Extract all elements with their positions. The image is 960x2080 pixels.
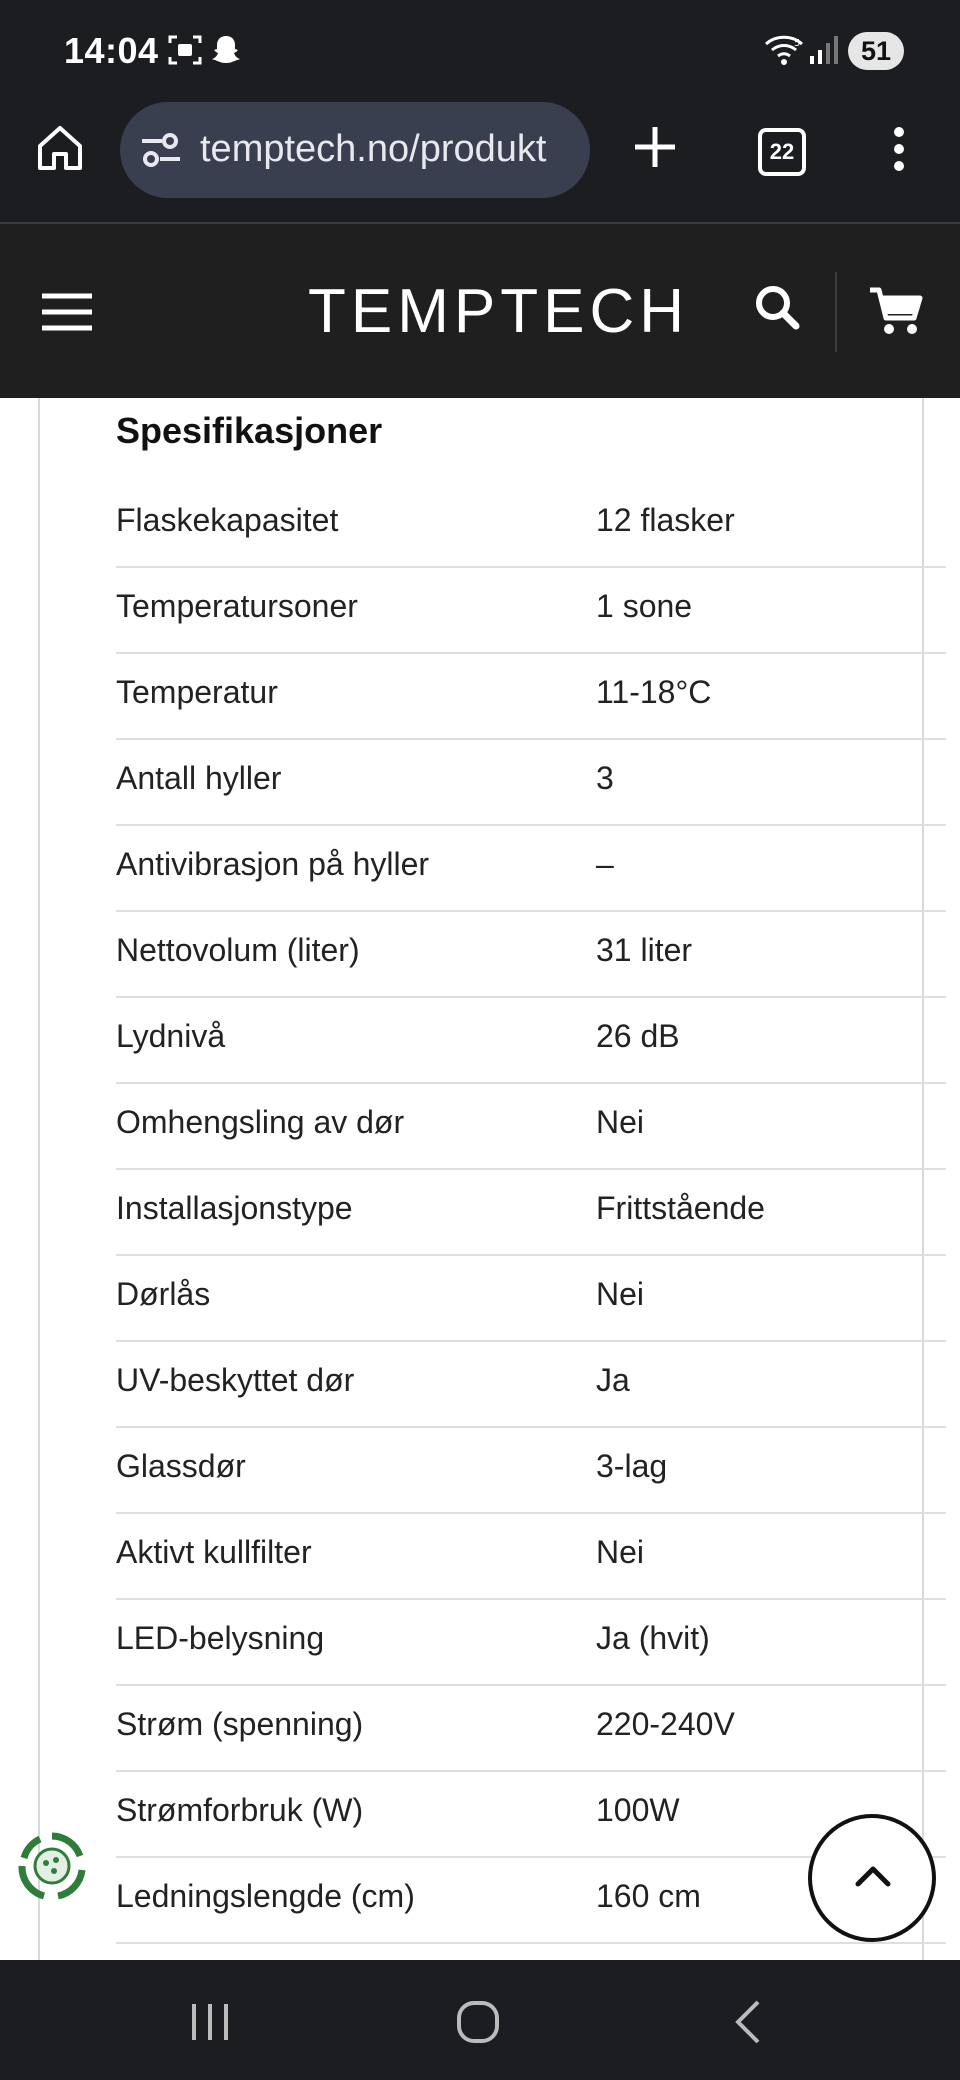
battery-indicator: 51 <box>848 32 904 70</box>
spec-label: Installasjonstype <box>116 1190 353 1226</box>
wifi-icon <box>764 34 804 71</box>
status-bar <box>0 0 960 96</box>
spec-label: Glassdør <box>116 1448 246 1484</box>
spec-label: LED-belysning <box>116 1620 325 1656</box>
recent-apps-icon[interactable] <box>190 2002 230 2047</box>
spec-row <box>116 1170 946 1256</box>
spec-value: Nei <box>596 1104 645 1140</box>
snapchat-icon <box>210 34 242 71</box>
home-icon[interactable] <box>34 122 86 174</box>
spec-value: 220-240V <box>596 1706 735 1742</box>
spec-label: Dørlås <box>116 1276 211 1312</box>
spec-value: 1 sone <box>596 588 693 624</box>
spec-value: Ja (hvit) <box>596 1620 710 1656</box>
spec-row <box>116 740 946 826</box>
spec-value: Ja <box>596 1362 630 1398</box>
spec-row <box>116 1686 946 1772</box>
spec-label: Aktivt kullfilter <box>116 1534 312 1570</box>
home-button-icon[interactable] <box>456 2000 500 2049</box>
product-specs-panel <box>38 398 924 1960</box>
spec-row <box>116 998 946 1084</box>
svg-text:5: 5 <box>794 38 801 49</box>
spec-row <box>116 1256 946 1342</box>
spec-label: Temperatursoner <box>116 588 358 624</box>
spec-row <box>116 654 946 740</box>
spec-value: 100W <box>596 1792 680 1828</box>
status-time: 14:04 <box>64 30 159 71</box>
spec-row <box>116 568 946 654</box>
spec-label: Flaskekapasitet <box>116 502 339 538</box>
spec-value: Nei <box>596 1534 645 1570</box>
menu-icon[interactable] <box>40 292 94 337</box>
spec-value: 3 <box>596 760 614 796</box>
spec-row <box>116 482 946 568</box>
site-logo[interactable]: TEMPTECH <box>308 277 689 346</box>
spec-value: Frittstående <box>596 1190 765 1226</box>
spec-label: Strøm (spenning) <box>116 1706 364 1742</box>
site-settings-icon[interactable] <box>140 132 182 173</box>
tab-switcher-button[interactable]: 22 <box>758 128 806 176</box>
spec-row <box>116 1600 946 1686</box>
spec-label: Omhengsling av dør <box>116 1104 405 1140</box>
url-text[interactable]: temptech.no/produkt <box>200 128 547 170</box>
spec-label: Lydnivå <box>116 1018 226 1054</box>
address-bar[interactable] <box>120 102 590 198</box>
spec-row <box>116 912 946 998</box>
cart-icon[interactable] <box>868 286 924 341</box>
spec-label: Temperatur <box>116 674 278 710</box>
recycle-badge-icon[interactable] <box>16 1830 88 1902</box>
more-menu-icon[interactable] <box>888 126 910 177</box>
spec-row <box>116 826 946 912</box>
spec-label: Ledningslengde (cm) <box>116 1878 415 1914</box>
search-icon[interactable] <box>754 284 800 335</box>
spec-value: Nei <box>596 1276 645 1312</box>
header-divider <box>835 272 837 352</box>
spec-value: 11-18°C <box>596 674 712 710</box>
spec-value: 12 flasker <box>596 502 735 538</box>
spec-row <box>116 1342 946 1428</box>
spec-row <box>116 1428 946 1514</box>
spec-label: UV-beskyttet dør <box>116 1362 355 1398</box>
screenshot-icon <box>168 34 202 71</box>
back-icon[interactable] <box>732 2000 762 2049</box>
spec-value: – <box>596 846 614 882</box>
section-title: Spesifikasjoner <box>116 410 383 451</box>
new-tab-icon[interactable] <box>632 124 678 175</box>
spec-value: 160 cm <box>596 1878 701 1914</box>
spec-row <box>116 1084 946 1170</box>
spec-value: 26 dB <box>596 1018 680 1054</box>
signal-icon <box>808 34 840 71</box>
spec-value: 3-lag <box>596 1448 668 1484</box>
spec-label: Nettovolum (liter) <box>116 932 360 968</box>
scroll-to-top-button[interactable] <box>808 1814 936 1942</box>
spec-label: Strømforbruk (W) <box>116 1792 364 1828</box>
system-nav-bar <box>0 1960 960 2080</box>
browser-toolbar <box>0 96 960 224</box>
spec-table <box>116 482 946 2030</box>
spec-row <box>116 1514 946 1600</box>
spec-label: Antall hyller <box>116 760 282 796</box>
spec-value: 31 liter <box>596 932 693 968</box>
site-header <box>0 224 960 398</box>
spec-label: Antivibrasjon på hyller <box>116 846 430 882</box>
